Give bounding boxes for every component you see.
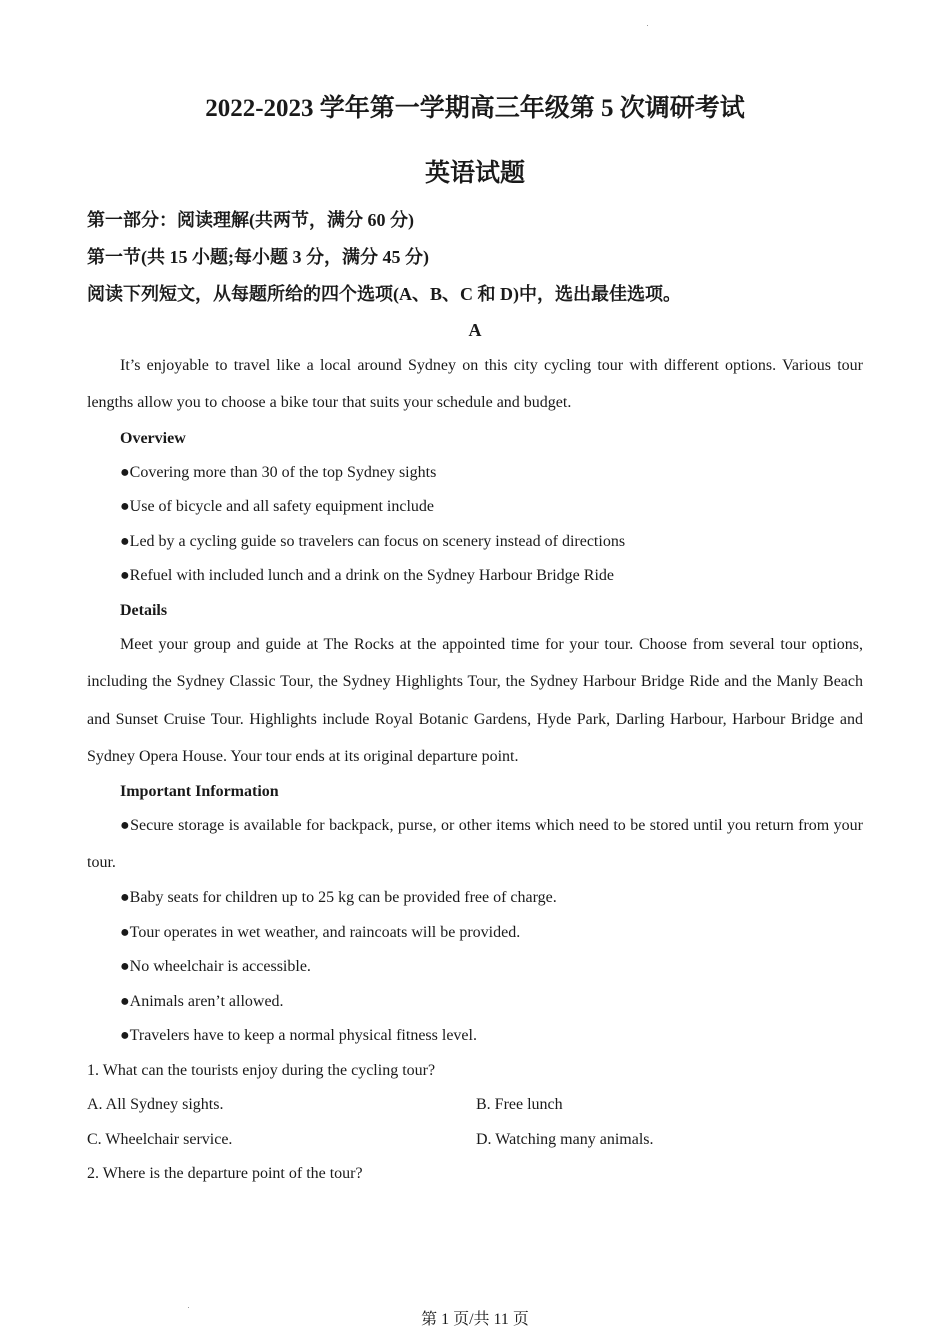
overview-item: ●Refuel with included lunch and a drink on the Sydney Harbour Bridge Ride xyxy=(120,567,614,584)
info-heading: Important Information xyxy=(120,783,279,800)
info-item: ●No wheelchair is accessible. xyxy=(120,958,311,975)
section-heading: 第一节(共 15 小题;每小题 3 分，满分 45 分) xyxy=(87,247,429,267)
question-2-stem: 2. Where is the departure point of the tour? xyxy=(87,1165,363,1182)
exam-title: 2022-2023 学年第一学期高三年级第 5 次调研考试 xyxy=(205,95,745,122)
question-1-option-c: C. Wheelchair service. xyxy=(87,1131,233,1148)
info-item: ●Baby seats for children up to 25 kg can be provided free of charge. xyxy=(120,889,557,906)
details-heading: Details xyxy=(120,602,168,619)
page-number: 第 1 页/共 11 页 xyxy=(421,1311,529,1328)
exam-subtitle: 英语试题 xyxy=(424,160,525,187)
question-1-stem: 1. What can the tourists enjoy during the cycling tour? xyxy=(87,1062,436,1079)
question-1-option-d: D. Watching many animals. xyxy=(476,1131,654,1148)
details-text: Meet your group and guide at The Rocks at the appointed time for your tour. Choose from several tour options, including the Sydney Classic Tour, the Sydney Highlights Tour, the Sydney Harbour Bridge Ride and the Manly Beach and Sunset Cruise Tour. Highlights include Royal Botanic Gardens, Hyde Park, Darling Harbour, Harbour Bridge and Sydney Opera House. Your tour ends at its original departure point. xyxy=(87,636,863,765)
question-1-option-b: B. Free lunch xyxy=(476,1096,563,1113)
overview-heading: Overview xyxy=(120,430,186,447)
part-heading: 第一部分：阅读理解(共两节，满分 60 分) xyxy=(87,210,414,230)
overview-item: ●Covering more than 30 of the top Sydney sights xyxy=(120,464,437,481)
overview-item: ●Led by a cycling guide so travelers can focus on scenery instead of directions xyxy=(120,533,626,550)
info-item: ●Tour operates in wet weather, and raincoats will be provided. xyxy=(120,924,521,941)
passage-label: A xyxy=(468,320,482,340)
question-1-option-a: A. All Sydney sights. xyxy=(87,1096,224,1113)
info-item: ●Secure storage is available for backpack, purse, or other items which need to be stored until you return from your tour. xyxy=(87,817,863,872)
overview-item: ●Use of bicycle and all safety equipment include xyxy=(120,498,434,515)
scan-dot xyxy=(647,25,648,26)
info-item: ●Animals aren’t allowed. xyxy=(120,993,284,1010)
info-item: ●Travelers have to keep a normal physical fitness level. xyxy=(120,1027,477,1044)
passage-intro: It’s enjoyable to travel like a local around Sydney on this city cycling tour with different options. Various tour lengths allow you to choose a bike tour that suits your schedule and budget. xyxy=(87,357,863,412)
instruction: 阅读下列短文，从每题所给的四个选项(A、B、C 和 D)中，选出最佳选项。 xyxy=(87,284,681,304)
